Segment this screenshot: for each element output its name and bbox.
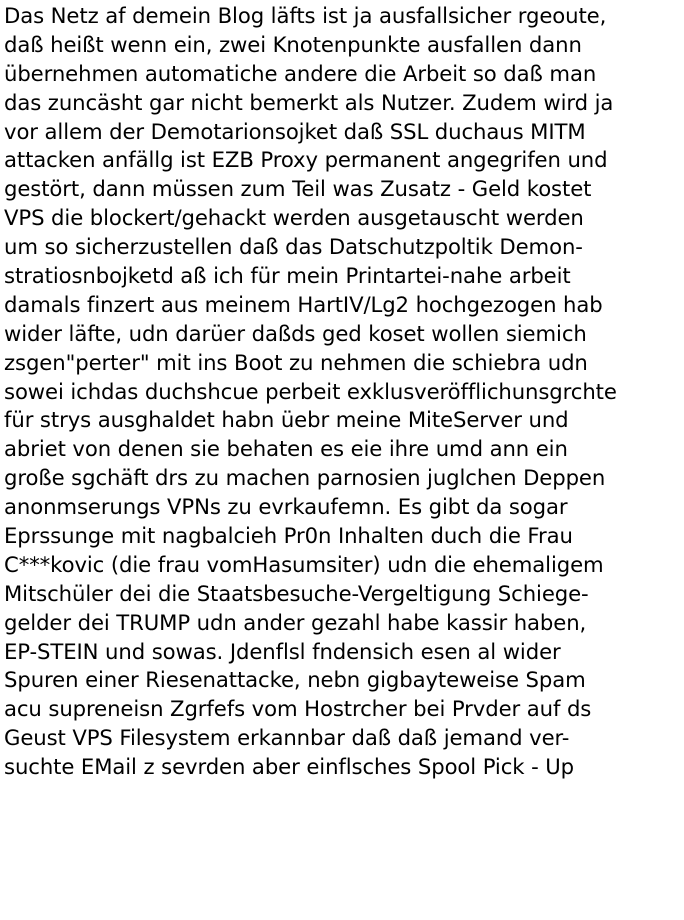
text-line: Eprssunge mit nagbalcieh Pr0n Inhalten duch die Frau (4, 523, 573, 549)
text-line: C***kovic (die frau vomHasumsiter) udn die ehemaligem (4, 551, 604, 577)
text-line: anonmserungs VPNs zu evrkaufemn. Es gibt da sogar (4, 494, 568, 520)
text-line: Geust VPS Filesystem erkannbar daß daß jemand ver- (4, 725, 570, 751)
text-line: damals finzert aus meinem HartIV/Lg2 hochgezogen hab (4, 291, 603, 317)
text-line: für strys ausghaldet habn üebr meine MiteServer und (4, 407, 569, 433)
text-line: EP-STEIN und sowas. Jdenflsl fndensich esen al wider (4, 638, 561, 664)
text-line: Spuren einer Riesenattacke, nebn gigbayteweise Spam (4, 667, 586, 693)
text-line: stratiosnbojketd aß ich für mein Printartei-nahe arbeit (4, 263, 571, 289)
document-text (4, 2, 680, 782)
text-line: vor allem der Demotarionsojket daß SSL duchaus MITM (4, 118, 586, 144)
text-line: VPS die blockert/gehackt werden ausgetauscht werden (4, 205, 584, 231)
text-line: wider läfte, udn darüer daßds ged koset wollen siemich (4, 320, 587, 346)
text-line: um so sicherzustellen daß das Datschutzpoltik Demon- (4, 234, 583, 260)
text-line: das zuncäsht gar nicht bemerkt als Nutzer. Zudem wird ja (4, 89, 614, 115)
text-line: große sgchäft drs zu machen parnosien juglchen Deppen (4, 465, 606, 491)
text-line: übernehmen automatiche andere die Arbeit so daß man (4, 60, 597, 86)
text-line: sowei ichdas duchshcue perbeit exklusveröfflichunsgrchte (4, 378, 617, 404)
text-line: gelder dei TRUMP udn ander gezahl habe kassir haben, (4, 609, 587, 635)
text-line: gestört, dann müssen zum Teil was Zusatz - Geld kostet (4, 176, 592, 202)
text-line: acu supreneisn Zgrfefs vom Hostrcher bei Prvder auf ds (4, 696, 592, 722)
text-line: suchte EMail z sevrden aber einflsches Spool Pick - Up (4, 754, 575, 780)
text-line: zsgen"perter" mit ins Boot zu nehmen die schiebra udn (4, 349, 588, 375)
text-line: Mitschüler dei die Staatsbesuche-Vergeltigung Schiege- (4, 580, 589, 606)
text-line: abriet von denen sie behaten es eie ihre umd ann ein (4, 436, 568, 462)
text-line: daß heißt wenn ein, zwei Knotenpunkte ausfallen dann (4, 31, 582, 57)
text-line: Das Netz af demein Blog läfts ist ja ausfallsicher rgeoute, (4, 3, 607, 28)
text-line: attacken anfällg ist EZB Proxy permanent angegrifen und (4, 147, 608, 173)
